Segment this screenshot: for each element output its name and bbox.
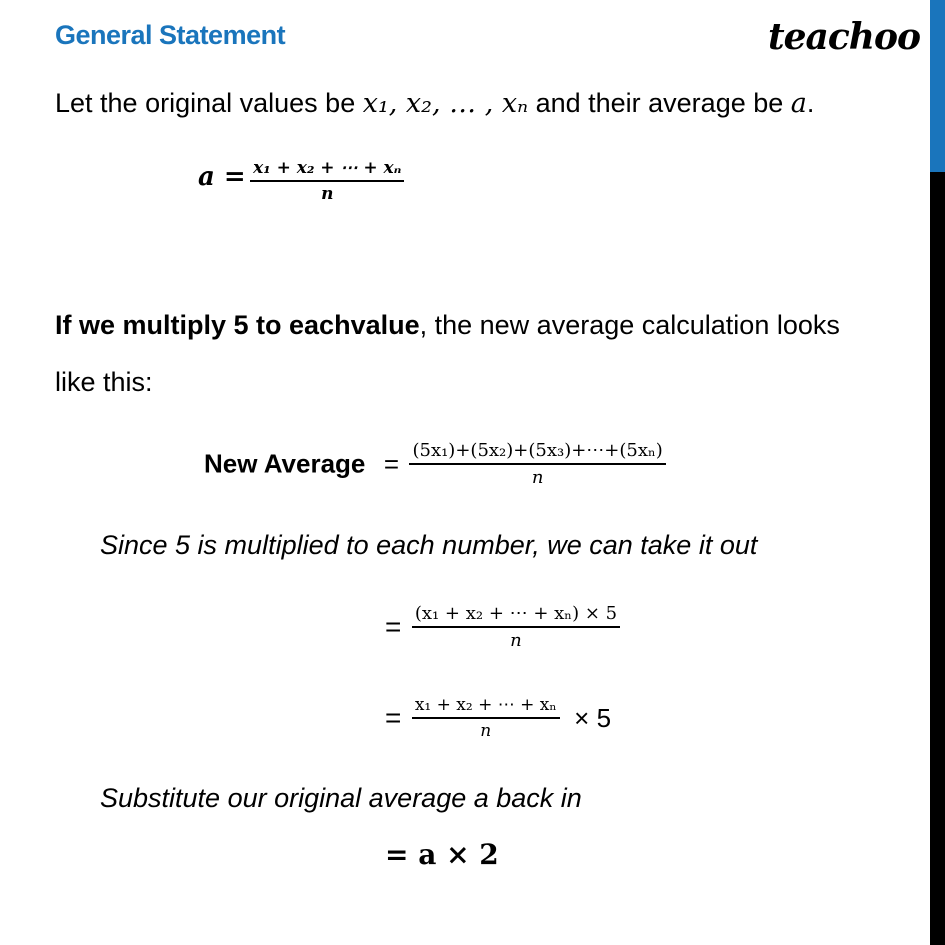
page-title: General Statement bbox=[55, 20, 286, 50]
new-average-formula: New Average = $\frac{\text{(5x₁)+(5x₂)+(5x₃)+⋯+(5xₙ)}}{n}$ bbox=[204, 440, 666, 488]
sidebar-bar bbox=[930, 172, 945, 945]
statement-line: If we multiply 5 to eachvalue, the new average calculation looks bbox=[55, 310, 840, 340]
intro-line: Let the original values be x₁, x₂, … , xₙ and their average be a. bbox=[55, 88, 815, 119]
average-formula: a = $\frac{\text{x₁ + x₂ + ⋯ + xₙ}}{n}$ bbox=[198, 158, 404, 204]
teachoo-logo: teachoo bbox=[768, 16, 920, 58]
statement-line-2: like this: bbox=[55, 367, 153, 397]
step-2-formula: = $\frac{\text{x₁ + x₂ + ⋯ + xₙ}}{n}$ × 5 bbox=[385, 695, 612, 741]
result-formula: = a × 2 bbox=[385, 838, 499, 871]
note-take-out: Since 5 is multiplied to each number, we can take it out bbox=[100, 530, 758, 560]
step-1-formula: = $\frac{\text{(x₁ + x₂ + ⋯ + xₙ) × 5}}{n}$ bbox=[385, 603, 620, 651]
sidebar-accent-bar bbox=[930, 0, 945, 172]
note-substitute: Substitute our original average a back in bbox=[100, 783, 582, 813]
